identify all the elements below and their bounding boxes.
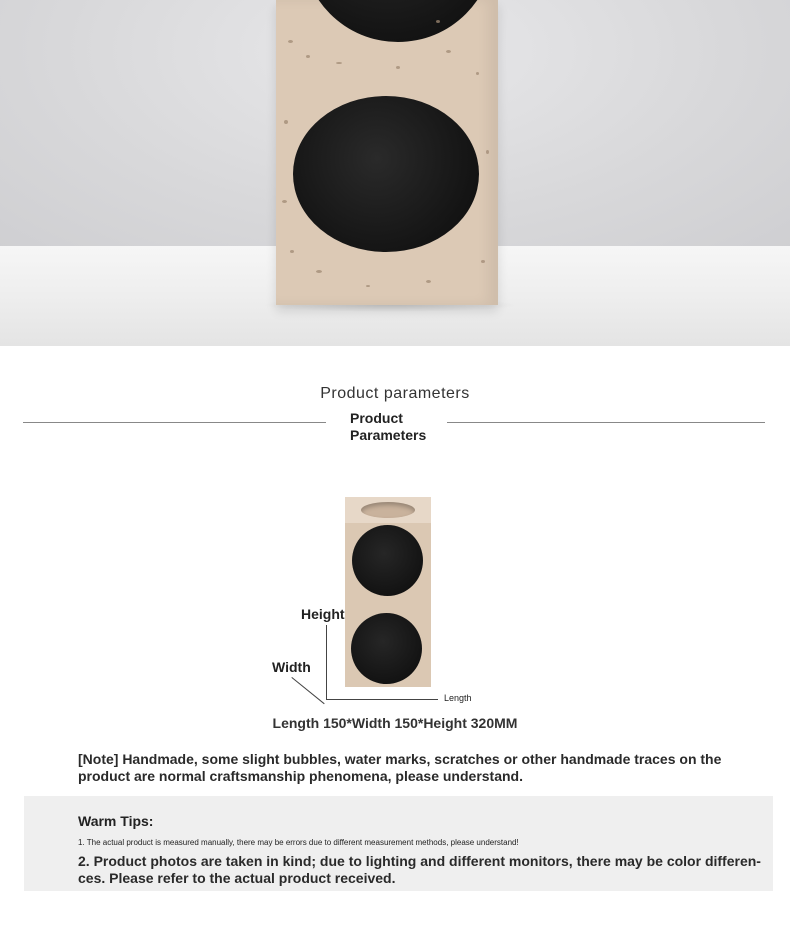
diagram-product-image xyxy=(345,497,431,687)
stone-speck xyxy=(486,150,489,154)
height-line xyxy=(326,625,327,699)
width-label: Width xyxy=(272,659,311,675)
stone-speck xyxy=(288,40,293,43)
block-opening xyxy=(361,502,415,518)
warm-tip-2: 2. Product photos are taken in kind; due to lighting and different monitors, there may be color differen-ces. Please refer to the actual product received. xyxy=(78,853,761,886)
travertine-block xyxy=(276,0,498,305)
stone-speck xyxy=(284,120,288,124)
divider-left xyxy=(23,422,326,423)
stone-speck xyxy=(282,200,287,203)
section-subtitle: Product Parameters xyxy=(350,410,427,443)
lower-black-disc xyxy=(293,96,479,252)
stone-speck xyxy=(436,20,440,23)
length-label: Length xyxy=(444,693,472,703)
stone-speck xyxy=(316,270,322,273)
stone-speck xyxy=(476,72,479,75)
divider-right xyxy=(447,422,765,423)
dimensions-text: Length 150*Width 150*Height 320MM xyxy=(272,715,518,731)
dimension-diagram xyxy=(260,490,500,710)
stone-speck xyxy=(446,50,451,53)
warm-tip-1: 1. The actual product is measured manually, there may be errors due to different measurement methods, please understand! xyxy=(78,838,519,847)
length-line xyxy=(326,699,438,700)
width-line xyxy=(291,677,324,704)
diagram-upper-disc xyxy=(352,525,423,596)
stone-speck xyxy=(366,285,370,287)
upper-black-disc xyxy=(302,0,494,42)
diagram-lower-disc xyxy=(351,613,422,684)
stone-speck xyxy=(306,55,310,58)
stone-speck xyxy=(290,250,294,253)
product-photo xyxy=(0,0,790,346)
stone-speck xyxy=(426,280,431,283)
warm-tips-title: Warm Tips: xyxy=(78,813,154,829)
section-title: Product parameters xyxy=(320,385,470,402)
height-label: Height xyxy=(301,606,345,622)
handmade-note: [Note] Handmade, some slight bubbles, water marks, scratches or other handmade traces on the product are normal craftsmanship phenomena, please understand. xyxy=(78,751,722,784)
stone-speck xyxy=(481,260,485,263)
stone-speck xyxy=(396,66,400,69)
stone-speck xyxy=(336,62,342,64)
